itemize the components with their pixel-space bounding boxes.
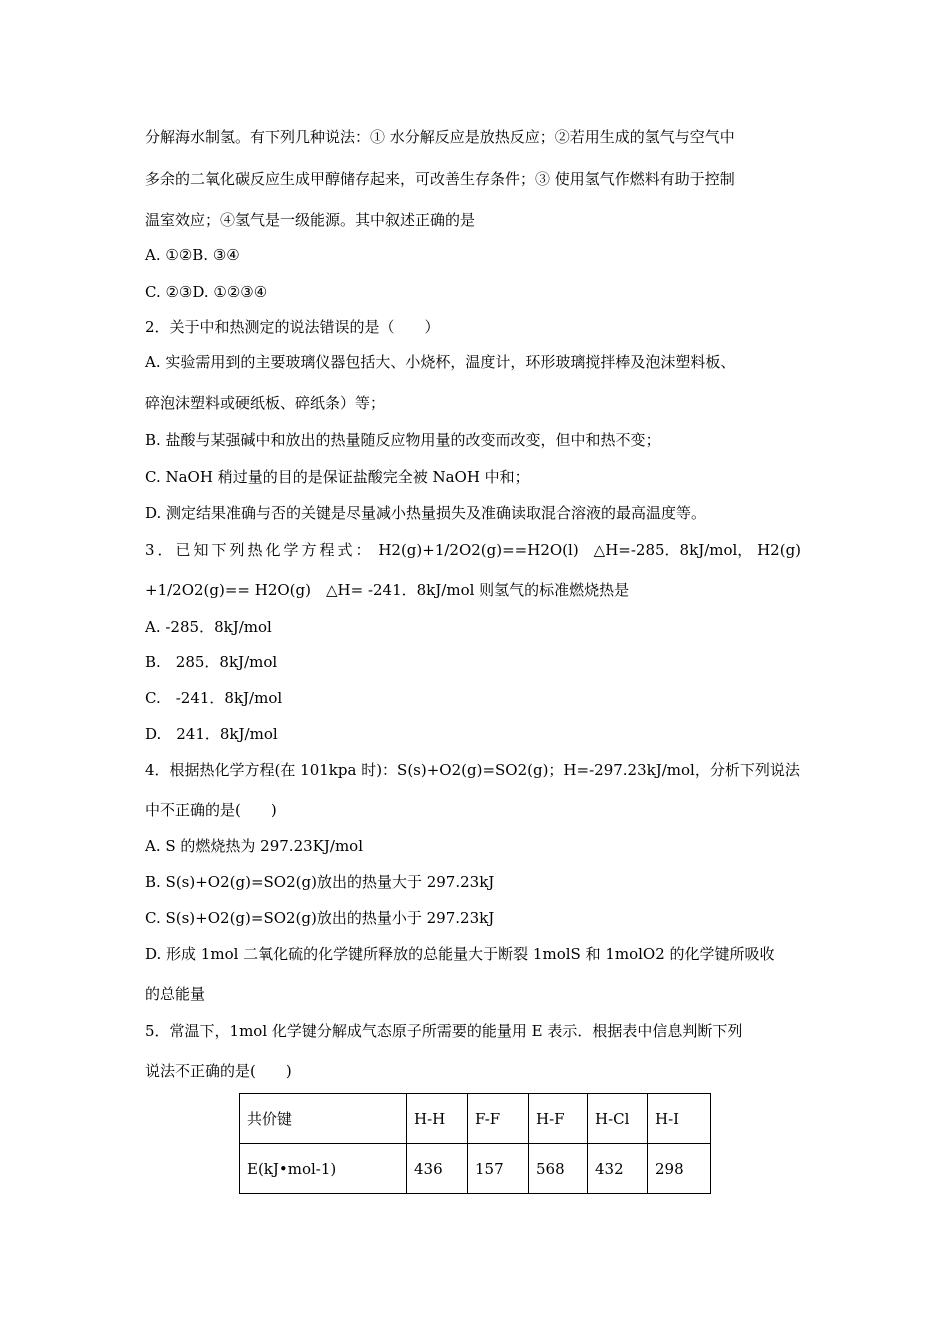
table-cell: 436 [407, 1144, 468, 1194]
q1-options-row-1 [145, 245, 810, 265]
q1-options-row-2 [145, 282, 810, 302]
q2-option-a: A. 实验需用到的主要玻璃仪器包括大、小烧杯，温度计，环形玻璃搅拌棒及泡沫塑料板、 [145, 353, 736, 371]
table-cell: 568 [529, 1144, 588, 1194]
q4-stem-2: 中不正确的是( ) [145, 801, 277, 819]
q3-stem-2 [145, 580, 810, 600]
table-cell: 157 [468, 1144, 529, 1194]
q5-stem-2: 说法不正确的是( ) [145, 1062, 292, 1080]
q4-option-d: D. 形成 1mol 二氧化硫的化学键所释放的总能量大于断裂 1molS 和 1molO2 的化学键所吸收 [145, 945, 775, 963]
q1-option-b: B. ③④ [192, 246, 240, 264]
q3-option-d: D. 241．8kJ/mol [145, 725, 278, 743]
q4-option-b: B. S(s)+O2(g)=SO2(g)放出的热量大于 297.23kJ [145, 873, 495, 891]
table-cell: 298 [648, 1144, 711, 1194]
table-header-cell: H-F [529, 1094, 588, 1144]
q3-option-b: B. 285．8kJ/mol [145, 653, 278, 671]
q4-option-c: C. S(s)+O2(g)=SO2(g)放出的热量小于 297.23kJ [145, 909, 495, 927]
q3-option-a: A. -285．8kJ/mol [145, 618, 272, 636]
table-row [240, 1144, 711, 1194]
q2-stem: 2．关于中和热测定的说法错误的是（ ） [145, 318, 440, 336]
table-cell: 432 [588, 1144, 648, 1194]
table-header-row [240, 1094, 711, 1144]
q1-option-a: A. ①② [145, 246, 193, 264]
q2-option-c: C. NaOH 稍过量的目的是保证盐酸完全被 NaOH 中和； [145, 468, 530, 486]
table-header-cell: F-F [468, 1094, 529, 1144]
q2-option-a-cont: 碎泡沫塑料或硬纸板、碎纸条）等； [145, 394, 386, 412]
q2-option-d: D. 测定结果准确与否的关键是尽量减小热量损失及准确读取混合溶液的最高温度等。 [145, 504, 707, 522]
q3-option-c: C. -241．8kJ/mol [145, 689, 283, 707]
table-row-label: E(kJ•mol-1) [240, 1144, 407, 1194]
q2-option-b: B. 盐酸与某强碱中和放出的热量随反应物用量的改变而改变，但中和热不变； [145, 431, 661, 449]
q3-equation-2-start: H2(g) [757, 541, 802, 559]
q3-stem-intro: 3．已知下列热化学方程式： [145, 541, 374, 559]
q4-option-d-cont: 的总能量 [145, 985, 206, 1003]
q3-stem-1 [145, 540, 810, 560]
q1-option-c: C. ②③ [145, 283, 193, 301]
table-header-cell: H-Cl [588, 1094, 648, 1144]
table-header-cell: H-H [407, 1094, 468, 1144]
q1-line-1: 分解海水制氢。有下列几种说法：① 水分解反应是放热反应；②若用生成的氢气与空气中 [145, 128, 735, 146]
q1-line-3: 温室效应；④氢气是一级能源。其中叙述正确的是 [145, 211, 476, 229]
q4-stem-1: 4．根据热化学方程(在 101kpa 时)：S(s)+O2(g)=SO2(g)；H=-297.23kJ/mol，分析下列说法 [145, 761, 800, 779]
q4-option-a: A. S 的燃烧热为 297.23KJ/mol [145, 837, 363, 855]
table-header-cell: 共价键 [240, 1094, 407, 1144]
q3-question: 则氢气的标准燃烧热是 [474, 581, 630, 599]
q5-stem-1: 5．常温下，1mol 化学键分解成气态原子所需要的能量用 E 表示．根据表中信息判断下列 [145, 1022, 743, 1040]
q1-line-2: 多余的二氧化碳反应生成甲醇储存起来，可改善生存条件；③ 使用氢气作燃料有助于控制 [145, 170, 735, 188]
q3-equation-1: H2(g)+1/2O2(g)==H2O(l) △H=-285．8kJ/mol， [378, 541, 753, 559]
bond-energy-table [239, 1093, 711, 1194]
table-header-cell: H-I [648, 1094, 711, 1144]
q1-option-d: D. ①②③④ [192, 283, 268, 301]
q3-equation-2: +1/2O2(g)== H2O(g) △H= -241．8kJ/mol [145, 581, 475, 599]
